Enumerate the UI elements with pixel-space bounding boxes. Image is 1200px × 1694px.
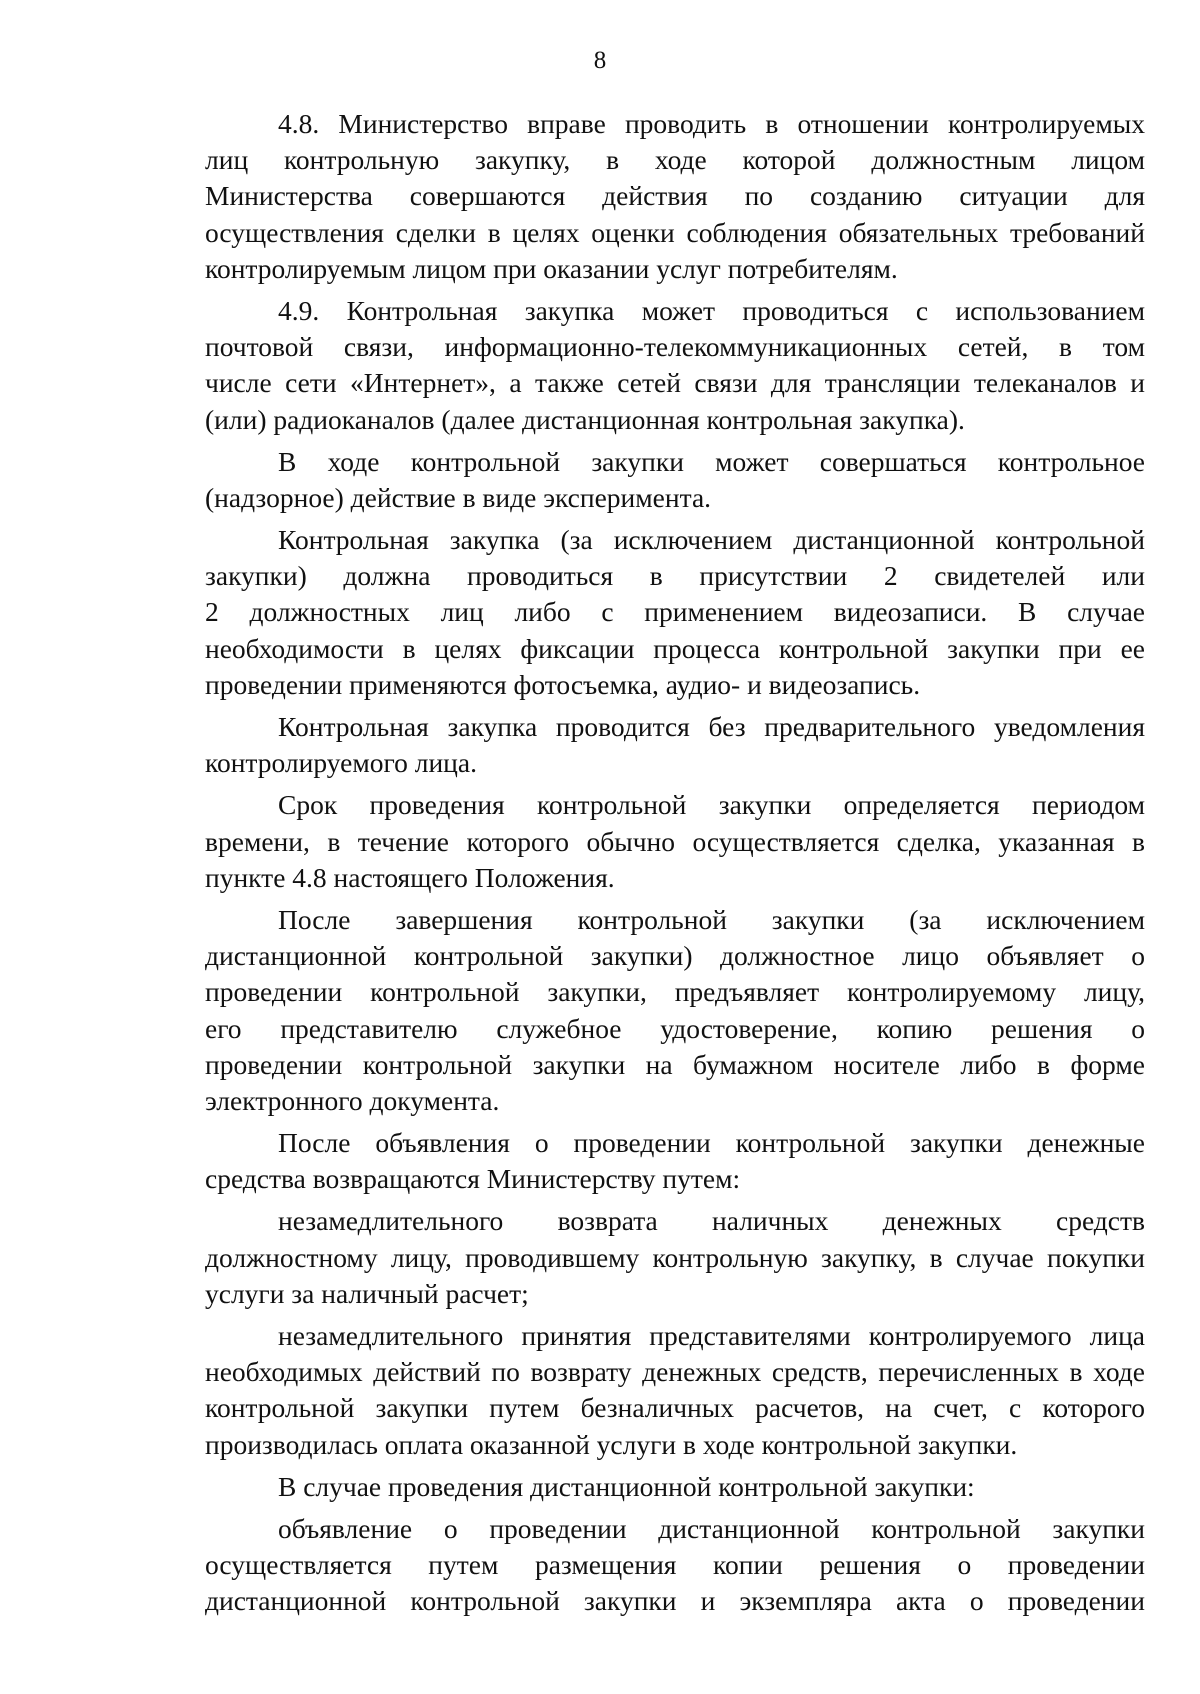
paragraph-line: Контрольная закупка (за исключением дистанционной контрольной xyxy=(278,524,1145,556)
paragraph-line: должностному лицу, проводившему контрольную закупку, в случае покупки xyxy=(205,1241,1145,1273)
paragraph-line: (или) радиоканалов (далее дистанционная контрольная закупка). xyxy=(205,403,965,435)
paragraph xyxy=(205,1203,1145,1312)
paragraph-line: 2 должностных лиц либо с применением видеозаписи. В случае xyxy=(205,596,1145,628)
paragraph-line: незамедлительного принятия представителями контролируемого лица xyxy=(278,1320,1145,1351)
paragraph-line: его представителю служебное удостоверение, копию решения о xyxy=(205,1012,1145,1044)
document-body xyxy=(205,106,1145,1620)
paragraph xyxy=(205,444,1145,516)
paragraph xyxy=(205,106,1145,287)
paragraph-line: контролируемого лица. xyxy=(205,747,477,779)
paragraph-line: Министерства совершаются действия по созданию ситуации для xyxy=(205,180,1145,212)
paragraph xyxy=(205,1125,1145,1197)
paragraph-line: пункте 4.8 настоящего Положения. xyxy=(205,861,615,893)
paragraph-line: услуги за наличный расчет; xyxy=(205,1277,529,1309)
paragraph-line: необходимых действий по возврату денежных средств, перечисленных в ходе xyxy=(205,1356,1145,1388)
paragraph xyxy=(205,709,1145,781)
paragraph xyxy=(205,787,1145,896)
paragraph-line: времени, в течение которого обычно осуществляется сделка, указанная в xyxy=(205,825,1145,857)
paragraph xyxy=(205,902,1145,1119)
paragraph-line: необходимости в целях фиксации процесса контрольной закупки при ее xyxy=(205,632,1145,664)
paragraph xyxy=(205,522,1145,703)
paragraph-line: осуществляется путем размещения копии решения о проведении xyxy=(205,1549,1145,1581)
paragraph-line: проведении контрольной закупки, предъявляет контролируемому лицу, xyxy=(205,976,1145,1008)
paragraph-line: После объявления о проведении контрольной закупки денежные xyxy=(278,1127,1145,1159)
paragraph-line: дистанционной контрольной закупки) должностное лицо объявляет о xyxy=(205,940,1145,972)
paragraph-line: производилась оплата оказанной услуги в ходе контрольной закупки. xyxy=(205,1428,1018,1460)
paragraph-line: проведении контрольной закупки на бумажном носителе либо в форме xyxy=(205,1048,1145,1080)
paragraph xyxy=(205,1511,1145,1620)
paragraph-line: Срок проведения контрольной закупки определяется периодом xyxy=(278,789,1145,821)
paragraph-line: объявление о проведении дистанционной контрольной закупки xyxy=(278,1512,1145,1544)
paragraph-line: контрольной закупки путем безналичных расчетов, на счет, с которого xyxy=(205,1392,1145,1424)
paragraph-line: контролируемым лицом при оказании услуг потребителям. xyxy=(205,252,898,284)
paragraph-line: проведении применяются фотосъемка, аудио- и видеозапись. xyxy=(205,668,921,700)
paragraph-line: (надзорное) действие в виде эксперимента. xyxy=(205,481,712,513)
paragraph-line: осуществления сделки в целях оценки соблюдения обязательных требований xyxy=(205,216,1145,248)
paragraph-line: дистанционной контрольной закупки и экземпляра акта о проведении xyxy=(205,1585,1145,1617)
paragraph xyxy=(205,1318,1145,1463)
paragraph-line: 4.9. Контрольная закупка может проводиться с использованием xyxy=(278,294,1145,326)
paragraph-line: средства возвращаются Министерству путем: xyxy=(205,1163,741,1195)
paragraph xyxy=(205,1469,1145,1505)
page-number: 8 xyxy=(593,47,607,74)
paragraph-line: числе сети «Интернет», а также сетей связи для трансляции телеканалов и xyxy=(205,367,1145,399)
paragraph-line: закупки) должна проводиться в присутствии 2 свидетелей или xyxy=(205,560,1145,592)
paragraph-line: электронного документа. xyxy=(205,1084,500,1116)
paragraph xyxy=(205,293,1145,438)
paragraph-line: 4.8. Министерство вправе проводить в отношении контролируемых xyxy=(278,108,1145,139)
paragraph-line: незамедлительного возврата наличных денежных средств xyxy=(278,1205,1145,1237)
paragraph-line: В ходе контрольной закупки может совершаться контрольное xyxy=(278,445,1145,477)
paragraph-line: лиц контрольную закупку, в ходе которой должностным лицом xyxy=(205,144,1145,176)
paragraph-line: почтовой связи, информационно-телекоммуникационных сетей, в том xyxy=(205,331,1145,363)
paragraph-line: Контрольная закупка проводится без предварительного уведомления xyxy=(278,711,1145,742)
paragraph-line: После завершения контрольной закупки (за исключением xyxy=(278,903,1145,935)
paragraph-line: В случае проведения дистанционной контрольной закупки: xyxy=(278,1470,975,1502)
